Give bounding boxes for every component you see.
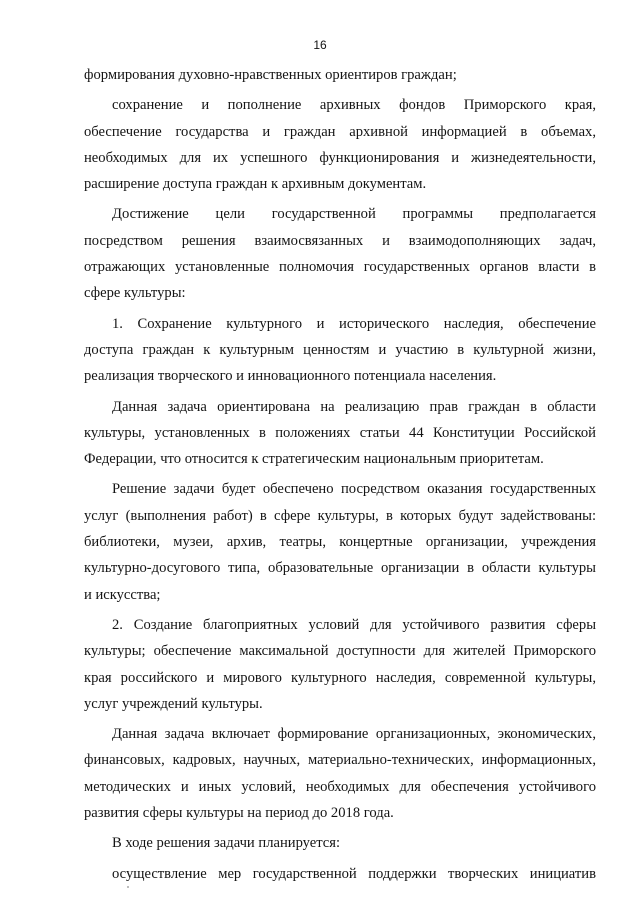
text-line: услуг учреждений культуры. (84, 695, 263, 712)
text-line: Решение задачи будет обеспечено посредством оказания государственных (112, 481, 596, 498)
text-line: Данная задача ориентирована на реализацию прав граждан в области (112, 398, 596, 415)
text-line: сохранение и пополнение архивных фондов Приморского края, (112, 97, 596, 114)
paragraph (84, 394, 596, 473)
text-line: развития сферы культуры на период до 2018 года. (84, 805, 394, 822)
paragraph (84, 201, 596, 306)
text-line: библиотеки, музеи, архив, театры, концертные организации, учреждения (84, 534, 596, 551)
paragraph (84, 476, 596, 607)
text-line: 2. Создание благоприятных условий для устойчивого развития сферы (112, 616, 596, 633)
paragraph (84, 62, 596, 88)
text-line: культурно-досугового типа, образовательные организации в области культуры (84, 560, 596, 577)
text-line: формирования духовно-нравственных ориентиров граждан; (84, 67, 457, 83)
text-line: осуществление мер государственной поддержки творческих инициатив (112, 865, 596, 882)
scan-speck (127, 886, 129, 888)
paragraph (84, 92, 596, 197)
text-line: финансовых, кадровых, научных, материально-технических, информационных, (84, 752, 596, 769)
text-line: методических и иных условий, необходимых для обеспечения устойчивого (84, 778, 596, 795)
text-line: 1. Сохранение культурного и исторического наследия, обеспечение (112, 315, 596, 332)
text-line: посредством решения взаимосвязанных и взаимодополняющих задач, (84, 232, 596, 249)
paragraph (84, 861, 596, 887)
page-number: 16 (313, 38, 327, 52)
text-line: Федерации, что относится к стратегическим национальным приоритетам. (84, 451, 544, 468)
text-line: обеспечение государства и граждан архивной информацией в объемах, (84, 123, 596, 140)
paragraph (84, 612, 596, 717)
text-line: доступа граждан к культурным ценностям и участию в культурной жизни, (84, 341, 596, 358)
document-body (84, 62, 596, 887)
text-line: отражающих установленные полномочия государственных органов власти в (84, 259, 596, 276)
paragraph (84, 721, 596, 826)
text-line: услуг (выполнения работ) в сфере культуры, в которых будут задействованы: (84, 507, 596, 524)
text-line: Достижение цели государственной программы предполагается (112, 206, 596, 223)
text-line: культуры, установленных в положениях статьи 44 Конституции Российской (84, 424, 596, 441)
text-line: и искусства; (84, 586, 161, 603)
text-line: В ходе решения задачи планируется: (112, 835, 341, 852)
text-line: сфере культуры: (84, 285, 186, 302)
text-line: реализация творческого и инновационного потенциала населения. (84, 368, 497, 385)
paragraph (84, 311, 596, 390)
text-line: расширение доступа граждан к архивным документам. (84, 176, 427, 193)
paragraph (84, 830, 596, 856)
text-line: культуры; обеспечение максимальной доступности для жителей Приморского (84, 643, 596, 660)
text-line: необходимых для их успешного функционирования и жизнедеятельности, (84, 149, 596, 166)
text-line: Данная задача включает формирование организационных, экономических, (112, 726, 596, 743)
text-line: края российского и мирового культурного наследия, современной культуры, (84, 669, 596, 686)
